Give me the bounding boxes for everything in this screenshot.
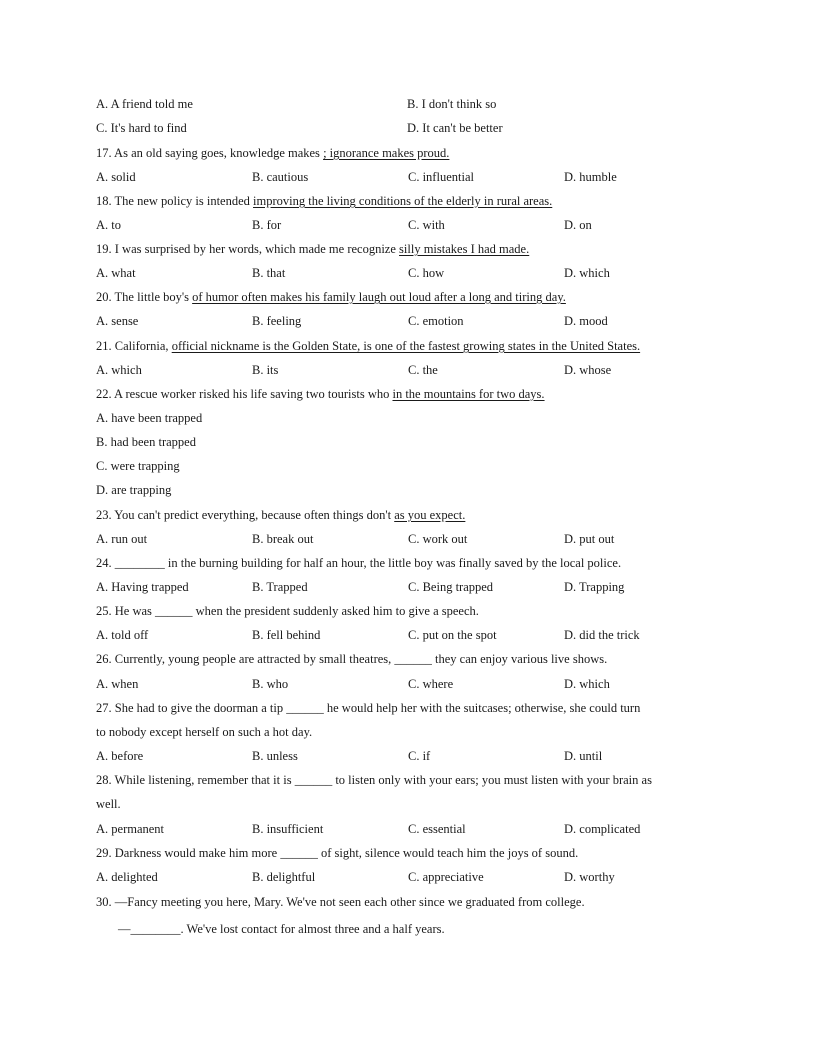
options-row-16-ab: [96, 92, 736, 116]
question-stem: 20. The little boy's: [96, 290, 193, 304]
option-c-row-22: [96, 454, 736, 478]
option-a[interactable]: A. delighted: [96, 870, 158, 884]
option-a[interactable]: A. solid: [96, 170, 136, 184]
option-a[interactable]: A. when: [96, 677, 139, 691]
question-30: [96, 890, 736, 914]
option-b[interactable]: B. break out: [252, 532, 314, 546]
option-a[interactable]: A. have been trapped: [96, 411, 203, 425]
option-a[interactable]: A. Having trapped: [96, 580, 189, 594]
option-a[interactable]: A. which: [96, 363, 142, 377]
option-b[interactable]: B. who: [252, 677, 289, 691]
option-c[interactable]: C. work out: [408, 532, 468, 546]
options-row-24: [96, 575, 736, 599]
question-25: [96, 599, 736, 623]
options-row-28: [96, 817, 736, 841]
option-c[interactable]: C. Being trapped: [408, 580, 494, 594]
underlined-text: ; ignorance makes proud.: [323, 146, 450, 160]
question-stem: 28. While listening, remember that it is ______ to listen only with your ears; you must listen with your brain as: [96, 773, 652, 787]
question-30-reply: [118, 917, 758, 941]
underlined-text: as you expect.: [394, 508, 466, 522]
question-21: [96, 334, 736, 358]
option-b[interactable]: B. fell behind: [252, 628, 321, 642]
option-d[interactable]: D. which: [564, 266, 610, 280]
question-27: [96, 696, 736, 720]
underlined-text: of humor often makes his family laugh out loud after a long and tiring day.: [192, 290, 566, 304]
question-stem: 30. —Fancy meeting you here, Mary. We've not seen each other since we graduated from college.: [96, 895, 585, 909]
question-26: [96, 647, 736, 671]
option-d[interactable]: D. It can't be better: [407, 121, 503, 135]
option-b[interactable]: B. its: [252, 363, 279, 377]
option-c[interactable]: C. the: [408, 363, 438, 377]
question-stem: 25. He was ______ when the president suddenly asked him to give a speech.: [96, 604, 479, 618]
question-27-continued: [96, 720, 736, 744]
option-d[interactable]: D. humble: [564, 170, 617, 184]
option-d[interactable]: D. did the trick: [564, 628, 640, 642]
options-row-19: [96, 261, 736, 285]
underlined-text: improving the living conditions of the elderly in rural areas.: [253, 194, 553, 208]
question-stem-continued: well.: [96, 797, 121, 811]
option-b[interactable]: B. had been trapped: [96, 435, 196, 449]
question-stem: 24. ________ in the burning building for half an hour, the little boy was finally saved by the local police.: [96, 556, 622, 570]
question-stem: 21. California,: [96, 339, 172, 353]
option-c[interactable]: C. influential: [408, 170, 474, 184]
options-row-27: [96, 744, 736, 768]
question-stem: 29. Darkness would make him more ______ of sight, silence would teach him the joys of sound.: [96, 846, 579, 860]
option-d[interactable]: D. until: [564, 749, 603, 763]
option-a[interactable]: A. A friend told me: [96, 97, 193, 111]
option-a[interactable]: A. what: [96, 266, 136, 280]
options-row-23: [96, 527, 736, 551]
question-stem: 18. The new policy is intended: [96, 194, 254, 208]
option-d[interactable]: D. mood: [564, 314, 608, 328]
option-c[interactable]: C. where: [408, 677, 454, 691]
question-23: [96, 503, 736, 527]
option-d[interactable]: D. whose: [564, 363, 612, 377]
question-stem: 19. I was surprised by her words, which made me recognize: [96, 242, 400, 256]
option-b[interactable]: B. delightful: [252, 870, 316, 884]
option-a[interactable]: A. before: [96, 749, 144, 763]
options-row-25: [96, 623, 736, 647]
option-d[interactable]: D. on: [564, 218, 592, 232]
option-a[interactable]: A. permanent: [96, 822, 165, 836]
dialogue-reply: —________. We've lost contact for almost three and a half years.: [118, 922, 445, 936]
question-19: [96, 237, 736, 261]
question-stem: 17. As an old saying goes, knowledge makes: [96, 146, 324, 160]
underlined-text: silly mistakes I had made.: [399, 242, 530, 256]
option-d[interactable]: D. complicated: [564, 822, 641, 836]
option-d[interactable]: D. are trapping: [96, 483, 172, 497]
option-b[interactable]: B. feeling: [252, 314, 302, 328]
option-c[interactable]: C. emotion: [408, 314, 464, 328]
option-d[interactable]: D. which: [564, 677, 610, 691]
option-b[interactable]: B. Trapped: [252, 580, 308, 594]
option-b-row-22: [96, 430, 736, 454]
options-row-26: [96, 672, 736, 696]
option-b[interactable]: B. for: [252, 218, 282, 232]
question-17: [96, 141, 736, 165]
options-row-21: [96, 358, 736, 382]
option-a[interactable]: A. to: [96, 218, 121, 232]
question-stem: 27. She had to give the doorman a tip ______ he would help her with the suitcases; otherwise, she could turn: [96, 701, 641, 715]
option-b[interactable]: B. cautious: [252, 170, 309, 184]
option-c[interactable]: C. were trapping: [96, 459, 180, 473]
question-24: [96, 551, 736, 575]
question-stem: 23. You can't predict everything, because often things don't: [96, 508, 395, 522]
option-c[interactable]: C. appreciative: [408, 870, 484, 884]
option-b[interactable]: B. unless: [252, 749, 298, 763]
question-28-continued: [96, 792, 736, 816]
question-22: [96, 382, 736, 406]
option-c[interactable]: C. put on the spot: [408, 628, 497, 642]
option-a[interactable]: A. told off: [96, 628, 149, 642]
question-29: [96, 841, 736, 865]
underlined-text: in the mountains for two days.: [392, 387, 545, 401]
option-c[interactable]: C. It's hard to find: [96, 121, 187, 135]
option-a-row-22: [96, 406, 736, 430]
options-row-29: [96, 865, 736, 889]
option-c[interactable]: C. if: [408, 749, 431, 763]
option-c[interactable]: C. with: [408, 218, 445, 232]
question-stem-continued: to nobody except herself on such a hot day.: [96, 725, 313, 739]
option-c[interactable]: C. how: [408, 266, 445, 280]
option-d-row-22: [96, 478, 736, 502]
question-28: [96, 768, 736, 792]
option-c[interactable]: C. essential: [408, 822, 466, 836]
option-d[interactable]: D. Trapping: [564, 580, 625, 594]
question-stem: 22. A rescue worker risked his life saving two tourists who: [96, 387, 393, 401]
option-a[interactable]: A. sense: [96, 314, 139, 328]
option-b[interactable]: B. insufficient: [252, 822, 324, 836]
question-20: [96, 285, 736, 309]
option-b[interactable]: B. that: [252, 266, 286, 280]
question-18: [96, 189, 736, 213]
option-a[interactable]: A. run out: [96, 532, 148, 546]
question-stem: 26. Currently, young people are attracted by small theatres, ______ they can enjoy various live shows.: [96, 652, 608, 666]
option-d[interactable]: D. worthy: [564, 870, 615, 884]
option-b[interactable]: B. I don't think so: [407, 97, 497, 111]
options-row-17: [96, 165, 736, 189]
underlined-text: official nickname is the Golden State, is one of the fastest growing states in the United States.: [171, 339, 641, 353]
options-row-20: [96, 309, 736, 333]
options-row-18: [96, 213, 736, 237]
options-row-16-cd: [96, 116, 736, 140]
option-d[interactable]: D. put out: [564, 532, 615, 546]
